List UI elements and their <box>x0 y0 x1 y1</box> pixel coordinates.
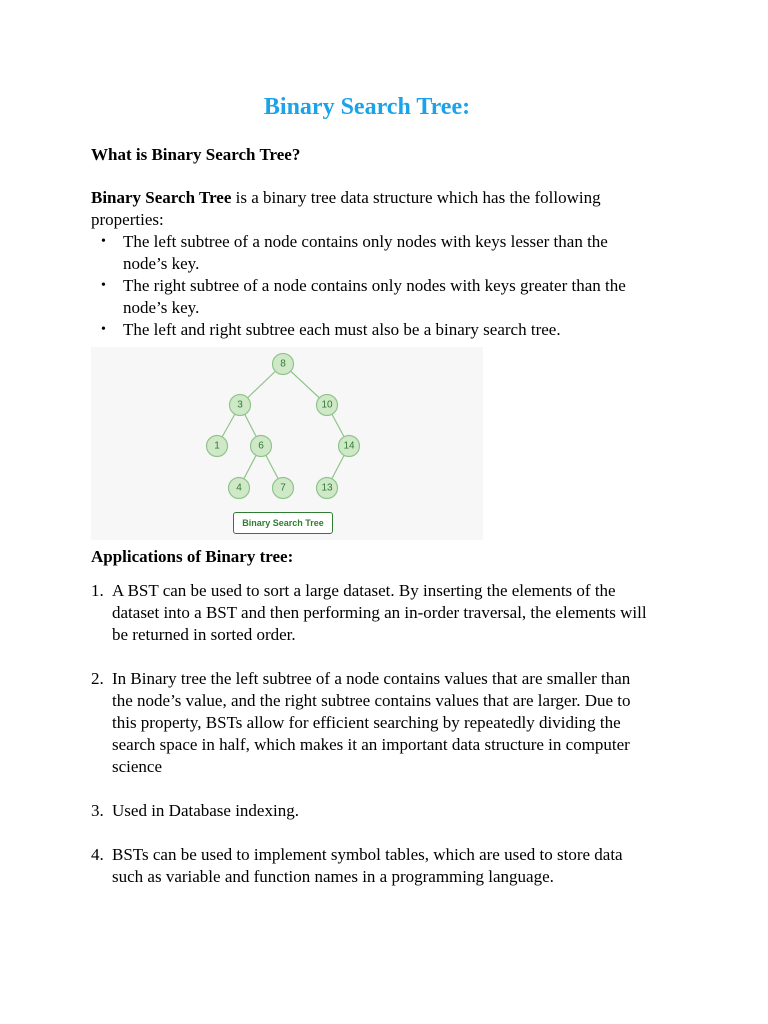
node-label: 6 <box>258 440 264 452</box>
bullet-icon: • <box>101 322 106 337</box>
node-label: 1 <box>214 440 220 452</box>
node-label: 3 <box>237 399 243 411</box>
page-title: Binary Search Tree: <box>263 94 471 120</box>
node-label: 14 <box>343 440 355 452</box>
application-text: BSTs can be used to implement symbol tables, which are used to store data such as variable and function names in a programming language. <box>112 845 623 886</box>
tree-node <box>317 395 338 416</box>
node-label: 13 <box>321 482 333 494</box>
node-label: 10 <box>321 399 333 411</box>
list-item <box>91 668 651 778</box>
tree-node <box>207 436 228 457</box>
list-item <box>91 844 651 888</box>
properties-list <box>91 231 651 341</box>
property-text: The left and right subtree each must also be a binary search tree. <box>123 320 561 339</box>
list-number: 2. <box>91 669 104 688</box>
section-question: What is Binary Search Tree? <box>91 145 301 164</box>
tree-node <box>273 354 294 375</box>
figure-caption: Binary Search Tree <box>233 512 333 534</box>
tree-node <box>230 395 251 416</box>
list-item <box>91 275 651 319</box>
bullet-icon: • <box>101 234 106 249</box>
bst-figure <box>91 347 483 540</box>
property-text: The left subtree of a node contains only nodes with keys lesser than the node’s key. <box>123 232 608 273</box>
tree-edges <box>217 364 349 488</box>
list-item <box>91 319 651 341</box>
list-item <box>91 800 651 822</box>
node-label: 8 <box>280 358 286 370</box>
tree-node <box>229 478 250 499</box>
list-number: 3. <box>91 801 104 820</box>
applications-heading: Applications of Binary tree: <box>91 547 294 566</box>
intro-text: is a binary tree data structure which has the following properties: <box>91 188 601 229</box>
list-item <box>91 580 651 646</box>
list-number: 4. <box>91 845 104 864</box>
tree-node <box>273 478 294 499</box>
list-number: 1. <box>91 581 104 600</box>
application-text: In Binary tree the left subtree of a node contains values that are smaller than the node’s value, and the right subtree contains values that are larger. Due to this property, BSTs allow for efficient searching by repeatedly dividing the search space in half, which makes it an important data structure in computer science <box>112 669 631 776</box>
tree-node <box>251 436 272 457</box>
list-item <box>91 231 651 275</box>
tree-node <box>339 436 360 457</box>
bullet-icon: • <box>101 278 106 293</box>
property-text: The right subtree of a node contains only nodes with keys greater than the node’s key. <box>123 276 626 317</box>
intro-term: Binary Search Tree <box>91 188 232 207</box>
application-text: A BST can be used to sort a large dataset. By inserting the elements of the dataset into a BST and then performing an in-order traversal, the elements will be returned in sorted order. <box>112 581 647 644</box>
node-label: 4 <box>236 482 242 494</box>
application-text: Used in Database indexing. <box>112 801 299 820</box>
applications-list <box>91 580 651 910</box>
tree-nodes <box>207 354 360 499</box>
node-label: 7 <box>280 482 286 494</box>
tree-node <box>317 478 338 499</box>
intro-paragraph <box>91 187 651 231</box>
